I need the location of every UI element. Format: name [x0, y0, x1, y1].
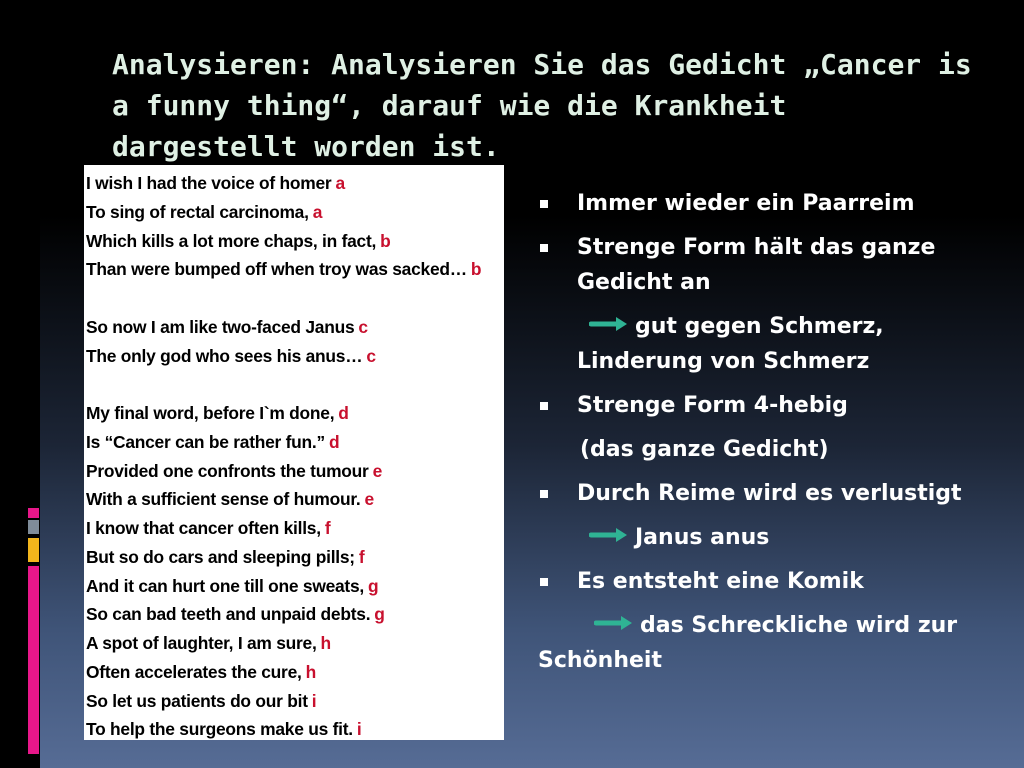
poem-image: [84, 165, 504, 740]
poem-line: So now I am like two-faced Janus c: [86, 316, 368, 337]
poem-line: Provided one confronts the tumour e: [86, 460, 382, 481]
arrow-right-icon: [589, 527, 629, 543]
rhyme-marker: g: [367, 575, 379, 596]
rhyme-marker: c: [358, 316, 368, 337]
poem-line: Is “Cancer can be rather fun.” d: [86, 431, 340, 452]
sub-item-ganze-gedicht: (das ganze Gedicht): [580, 437, 829, 462]
rhyme-marker: e: [364, 489, 374, 510]
rhyme-marker: f: [358, 546, 365, 567]
poem-line: Often accelerates the cure, h: [86, 661, 316, 682]
bullet-item-strenge-form: Strenge Form hält das ganze Gedicht an: [538, 230, 978, 300]
sub-item-janus: Janus anus: [538, 520, 978, 555]
stanza-gap: [86, 284, 504, 313]
square-bullet-icon: [540, 578, 548, 586]
poem-line: A spot of laughter, I am sure, h: [86, 633, 331, 653]
stanza-gap: [86, 370, 504, 399]
bullet-list: [538, 186, 978, 687]
rhyme-marker: b: [470, 259, 482, 280]
bullet-item-paarreim: Immer wieder ein Paarreim: [538, 186, 978, 221]
poem-line: The only god who sees his anus… c: [86, 345, 376, 366]
accent-bar-pink: [28, 566, 39, 754]
rhyme-marker: c: [366, 345, 376, 366]
accent-bar-yellow: [28, 538, 39, 562]
poem-line: So let us patients do our bit i: [86, 690, 317, 711]
poem-line: So can bad teeth and unpaid debts. g: [86, 604, 385, 625]
accent-bar-pink-top: [28, 508, 39, 518]
rhyme-marker: i: [356, 719, 362, 740]
poem-line: To sing of rectal carcinoma, a: [86, 201, 323, 222]
slide-title: Analysieren: Analysieren Sie das Gedicht „Cancer is a funny thing“, darauf wie die Krankheit dargestellt worden ist.: [112, 48, 972, 163]
arrow-right-icon: [594, 615, 634, 631]
poem-line: I know that cancer often kills, f: [86, 518, 331, 538]
poem-line: Which kills a lot more chaps, in fact, b: [86, 230, 391, 251]
rhyme-marker: e: [372, 460, 382, 481]
rhyme-marker: h: [305, 661, 316, 682]
poem-line: My final word, before I`m done, d: [86, 403, 349, 423]
sub-item-schoenheit: das Schreckliche wird zur Schönheit: [538, 613, 958, 673]
accent-bar-gray: [28, 520, 39, 534]
poem-line: I wish I had the voice of homer a: [86, 173, 345, 193]
poem-line: To help the surgeons make us fit. i: [86, 719, 362, 740]
poem-line: And it can hurt one till one sweats, g: [86, 575, 379, 596]
square-bullet-icon: [540, 244, 548, 252]
sub-item-schmerz: gut gegen Schmerz, Linderung von Schmerz: [577, 314, 884, 374]
rhyme-marker: d: [338, 403, 349, 423]
rhyme-marker: g: [374, 604, 385, 625]
poem-line: Than were bumped off when troy was sacked… b: [86, 259, 482, 280]
rhyme-marker: a: [312, 201, 323, 222]
arrow-right-icon: [589, 316, 629, 332]
rhyme-marker: i: [311, 690, 317, 711]
square-bullet-icon: [540, 490, 548, 498]
rhyme-marker: f: [324, 518, 331, 538]
poem-line: But so do cars and sleeping pills; f: [86, 546, 365, 567]
bullet-item-4-hebig: Strenge Form 4-hebig: [538, 388, 978, 423]
bullet-item-reime: Durch Reime wird es verlustigt: [538, 476, 978, 511]
square-bullet-icon: [540, 402, 548, 410]
rhyme-marker: h: [320, 633, 331, 653]
rhyme-marker: b: [380, 230, 391, 251]
rhyme-marker: d: [328, 431, 340, 452]
bullet-item-komik: Es entsteht eine Komik: [538, 564, 978, 599]
rhyme-marker: a: [335, 173, 345, 193]
poem-line: With a sufficient sense of humour. e: [86, 489, 374, 510]
square-bullet-icon: [540, 200, 548, 208]
